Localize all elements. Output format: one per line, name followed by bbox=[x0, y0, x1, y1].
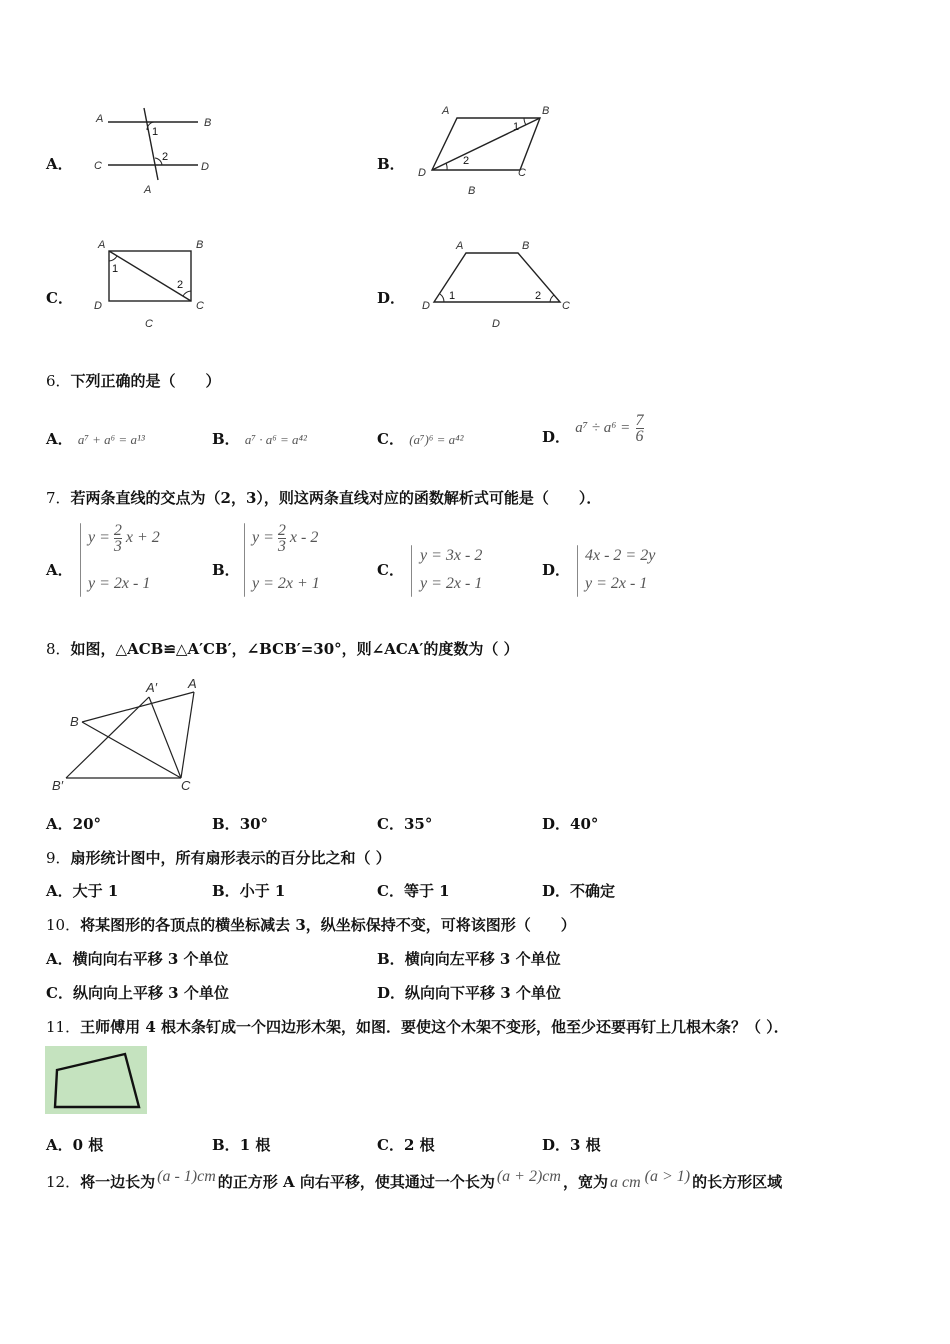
brace-icon bbox=[80, 523, 81, 597]
q8-option-b[interactable]: B．30° bbox=[212, 815, 269, 833]
point-c-label: C bbox=[196, 300, 204, 312]
point-c-label: C bbox=[181, 778, 191, 793]
question-text: 下列正确的是（ ） bbox=[70, 372, 221, 390]
point-d-label: D bbox=[422, 300, 430, 312]
angle-2-arc bbox=[183, 291, 191, 296]
angle-1-label: 1 bbox=[152, 126, 159, 138]
point-a-label: A bbox=[188, 676, 197, 691]
question-number: 10． bbox=[46, 916, 81, 934]
q7-option-b-label[interactable]: B． bbox=[212, 561, 240, 579]
expression: (a⁷)⁶ = a⁴² bbox=[409, 432, 464, 447]
q11-option-c[interactable]: C．2 根 bbox=[377, 1136, 435, 1154]
q7-option-a-label[interactable]: A． bbox=[46, 561, 73, 579]
q7-b-eq2: y = 2x + 1 bbox=[252, 575, 320, 592]
q5-option-a-label[interactable]: A． bbox=[46, 155, 73, 173]
point-c-label: C bbox=[518, 167, 526, 179]
q10-option-d[interactable]: D．纵向向下平移 3 个单位 bbox=[377, 984, 561, 1002]
point-d-label: D bbox=[201, 161, 209, 173]
q7-d-eq2: y = 2x - 1 bbox=[585, 575, 648, 592]
angle-2-arc bbox=[155, 158, 162, 165]
q7-d-eq1: 4x - 2 = 2y bbox=[585, 547, 656, 564]
question-6 bbox=[46, 370, 221, 391]
q8-option-a[interactable]: A．20° bbox=[46, 815, 102, 833]
question-text: 将某图形的各顶点的横坐标减去 3，纵坐标保持不变，可将该图形（ ） bbox=[80, 916, 576, 934]
q8-triangle-figure bbox=[46, 672, 216, 800]
figure-caption: B bbox=[468, 185, 476, 197]
fraction: $\frac{7}{6}$ bbox=[635, 412, 644, 445]
diagonal-ac bbox=[109, 251, 191, 301]
expression-width: a cm bbox=[609, 1174, 641, 1191]
question-number: 11． bbox=[46, 1018, 81, 1036]
segment-ac bbox=[181, 692, 194, 778]
q8-option-d[interactable]: D．40° bbox=[542, 815, 599, 833]
question-text: 如图，△ACB≌△A′CB′，∠BCB′=30°，则∠ACA′的度数为（ ） bbox=[70, 640, 519, 658]
q7-b-eq1: y = $\frac{2}{3}$ x - 2 bbox=[252, 522, 319, 555]
question-8 bbox=[46, 638, 519, 659]
point-a-label: A bbox=[98, 239, 106, 251]
brace-icon bbox=[244, 523, 245, 597]
angle-2-label: 2 bbox=[535, 290, 542, 302]
q9-option-a[interactable]: A．大于 1 bbox=[46, 882, 119, 900]
point-a-label: A bbox=[96, 113, 104, 125]
q6-option-b[interactable]: B． a⁷ · a⁶ = a⁴² bbox=[212, 430, 307, 448]
q9-option-c[interactable]: C．等于 1 bbox=[377, 882, 450, 900]
expression-condition: (a > 1) bbox=[644, 1168, 691, 1185]
q10-option-b[interactable]: B．横向向左平移 3 个单位 bbox=[377, 950, 561, 968]
question-text-3: ，宽为 bbox=[562, 1173, 608, 1191]
segment-b-prime-a-prime bbox=[66, 697, 149, 778]
question-number: 6． bbox=[46, 372, 71, 390]
q5-figure-d bbox=[414, 234, 584, 334]
angle-2-label: 2 bbox=[162, 151, 169, 163]
question-number: 9． bbox=[46, 849, 71, 867]
q5-option-c-label[interactable]: C． bbox=[46, 289, 73, 307]
figure-caption: A bbox=[144, 184, 152, 196]
q11-option-a[interactable]: A．0 根 bbox=[46, 1136, 104, 1154]
brace-icon bbox=[577, 545, 578, 597]
q6-option-c[interactable]: C． (a⁷)⁶ = a⁴² bbox=[377, 430, 464, 448]
point-a-label: A bbox=[456, 240, 464, 252]
q11-quadrilateral-figure bbox=[45, 1046, 147, 1114]
question-12 bbox=[46, 1168, 782, 1192]
question-number: 7． bbox=[46, 489, 71, 507]
q9-option-d[interactable]: D．不确定 bbox=[542, 882, 616, 900]
q7-a-eq1: y = $\frac{2}{3}$ x + 2 bbox=[88, 522, 160, 555]
angle-1-label: 1 bbox=[112, 263, 119, 275]
q8-option-c[interactable]: C．35° bbox=[377, 815, 433, 833]
q7-option-c-label[interactable]: C． bbox=[377, 561, 404, 579]
q5-figure-a bbox=[88, 100, 228, 200]
point-c-label: C bbox=[94, 160, 102, 172]
expression: a⁷ · a⁶ = a⁴² bbox=[244, 432, 307, 447]
q6-option-d[interactable]: D． a⁷ ÷ a⁶ = $\frac{7}{6}$ bbox=[542, 412, 644, 446]
point-b-label: B bbox=[196, 239, 204, 251]
question-text-2: 的正方形 A 向右平移，使其通过一个长为 bbox=[217, 1173, 495, 1191]
question-text: 若两条直线的交点为（2，3），则这两条直线对应的函数解析式可能是（ ）． bbox=[70, 489, 602, 507]
point-b-label: B bbox=[542, 105, 550, 117]
q5-option-d-label[interactable]: D． bbox=[377, 289, 406, 307]
point-b-label: B bbox=[204, 117, 212, 129]
angle-1-arc bbox=[440, 294, 444, 302]
question-text-4: 的长方形区域 bbox=[692, 1173, 783, 1191]
point-c-label: C bbox=[562, 300, 570, 312]
point-a-prime-label: A′ bbox=[146, 680, 158, 695]
angle-2-arc bbox=[446, 163, 447, 170]
brace-icon bbox=[411, 545, 412, 597]
transversal bbox=[144, 108, 158, 180]
question-7 bbox=[46, 487, 601, 508]
segment-bc bbox=[82, 722, 181, 778]
question-10 bbox=[46, 914, 576, 935]
q5-option-b-label[interactable]: B． bbox=[377, 155, 405, 173]
expression-side: (a - 1)cm bbox=[157, 1168, 216, 1185]
q6-option-a[interactable]: A． a⁷ + a⁶ = a¹³ bbox=[46, 430, 145, 448]
point-a-label: A bbox=[442, 105, 450, 117]
q9-option-b[interactable]: B．小于 1 bbox=[212, 882, 286, 900]
expression: a⁷ + a⁶ = a¹³ bbox=[77, 432, 145, 447]
angle-1-label: 1 bbox=[513, 121, 520, 133]
expression-left: a⁷ ÷ a⁶ = bbox=[575, 420, 631, 436]
q5-figure-c bbox=[88, 234, 228, 334]
q10-option-c[interactable]: C．纵向向上平移 3 个单位 bbox=[46, 984, 229, 1002]
question-11 bbox=[46, 1016, 789, 1037]
diagonal-bd bbox=[432, 118, 540, 170]
point-b-label: B bbox=[522, 240, 530, 252]
angle-2-label: 2 bbox=[177, 279, 184, 291]
angle-1-label: 1 bbox=[449, 290, 456, 302]
question-text: 扇形统计图中，所有扇形表示的百分比之和（ ） bbox=[70, 849, 391, 867]
q10-option-a[interactable]: A．横向向右平移 3 个单位 bbox=[46, 950, 229, 968]
q7-c-eq1: y = 3x - 2 bbox=[420, 547, 483, 564]
q11-option-b[interactable]: B．1 根 bbox=[212, 1136, 271, 1154]
angle-1-arc bbox=[524, 118, 526, 125]
point-d-label: D bbox=[94, 300, 102, 312]
point-b-label: B bbox=[70, 714, 79, 729]
angle-2-arc bbox=[550, 295, 554, 302]
q7-option-d-label[interactable]: D． bbox=[542, 561, 571, 579]
question-text: 王师傅用 4 根木条钉成一个四边形木架，如图．要使这个木架不变形，他至少还要再钉上几根木条？（ ）． bbox=[80, 1018, 789, 1036]
question-text-1: 将一边长为 bbox=[80, 1173, 156, 1191]
q11-option-d[interactable]: D．3 根 bbox=[542, 1136, 601, 1154]
point-d-label: D bbox=[418, 167, 426, 179]
angle-1-arc bbox=[109, 256, 117, 261]
expression-length: (a + 2)cm bbox=[496, 1168, 561, 1185]
figure-caption: C bbox=[145, 318, 153, 330]
q7-c-eq2: y = 2x - 1 bbox=[420, 575, 483, 592]
figure-caption: D bbox=[492, 318, 500, 330]
question-9 bbox=[46, 847, 391, 868]
angle-2-label: 2 bbox=[463, 155, 470, 167]
q5-figure-b bbox=[412, 100, 572, 200]
q7-a-eq2: y = 2x - 1 bbox=[88, 575, 151, 592]
segment-a-prime-c bbox=[149, 697, 181, 778]
question-number: 12． bbox=[46, 1173, 81, 1191]
question-number: 8． bbox=[46, 640, 71, 658]
point-b-prime-label: B′ bbox=[52, 778, 64, 793]
